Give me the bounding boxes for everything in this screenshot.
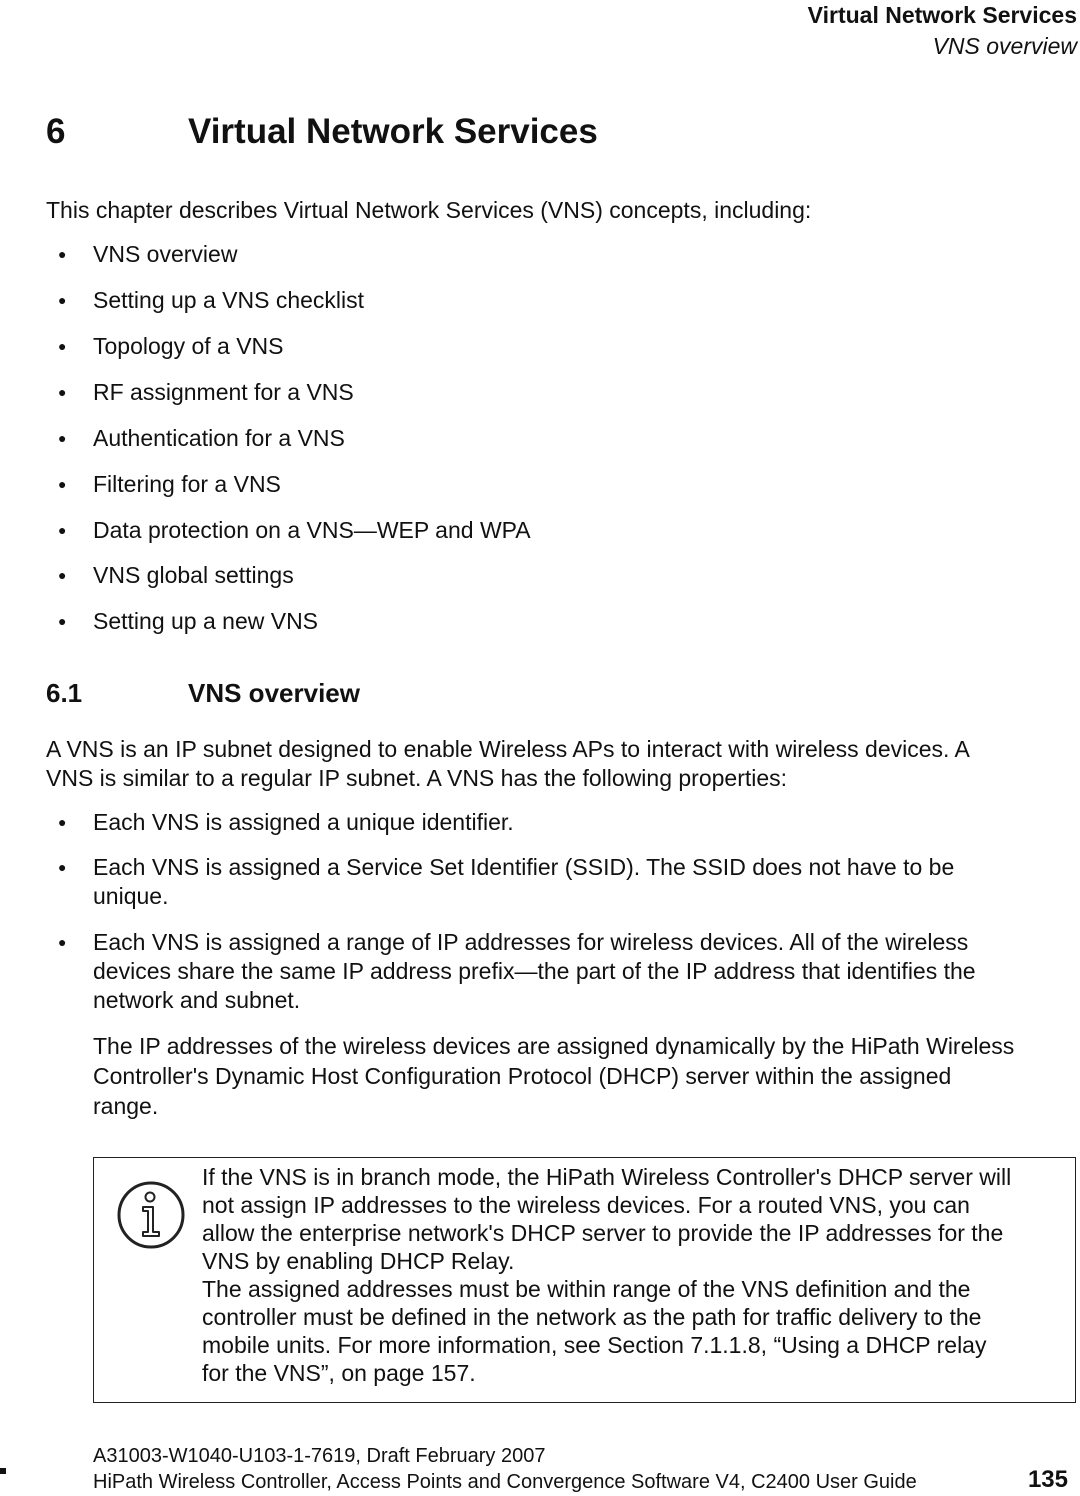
bullet-icon: ●	[58, 814, 67, 830]
bullet-icon: ●	[58, 859, 67, 875]
note-box	[93, 1157, 1076, 1403]
info-icon	[116, 1180, 186, 1250]
bullet-icon: ●	[58, 567, 67, 583]
bullet-icon: ●	[58, 476, 67, 492]
bullet-icon: ●	[58, 292, 67, 308]
page-number: 135	[1027, 1466, 1068, 1493]
bullet-icon: ●	[58, 338, 67, 354]
bullet-icon: ●	[58, 934, 67, 950]
bullet-icon: ●	[58, 613, 67, 629]
bullet-icon: ●	[58, 246, 67, 262]
bullet-icon: ●	[58, 430, 67, 446]
note-text-line: If the VNS is in branch mode, the HiPath Wireless Controller's DHCP server will	[202, 1164, 1012, 1190]
footer-marker	[0, 1468, 6, 1474]
section-title: VNS overview	[188, 678, 360, 708]
section-intro-line: VNS is similar to a regular IP subnet. A VNS has the following properties:	[46, 765, 788, 791]
running-header-subtitle: VNS overview	[932, 33, 1077, 59]
dhcp-paragraph-line: range.	[93, 1093, 159, 1119]
page-footer	[0, 1444, 1080, 1496]
note-text-line: controller must be defined in the network as the path for traffic delivery to the	[202, 1304, 982, 1330]
section-number: 6.1	[46, 678, 83, 708]
bullet-icon: ●	[58, 384, 67, 400]
dhcp-paragraph-line: Controller's Dynamic Host Configuration Protocol (DHCP) server within the assigned	[93, 1063, 952, 1089]
footer-doc-id: A31003-W1040-U103-1-7619, Draft February 2007	[93, 1445, 546, 1467]
section-intro-line: A VNS is an IP subnet designed to enable Wireless APs to interact with wireless devices. A	[46, 736, 970, 762]
section-heading	[46, 678, 360, 709]
bullet-icon: ●	[58, 522, 67, 538]
running-header-title: Virtual Network Services	[807, 2, 1077, 28]
note-text-line: for the VNS”, on page 157.	[202, 1360, 476, 1386]
chapter-title: Virtual Network Services	[188, 112, 598, 151]
dhcp-paragraph-line: The IP addresses of the wireless devices are assigned dynamically by the HiPath Wireless	[93, 1033, 1015, 1059]
chapter-number: 6	[46, 112, 66, 151]
chapter-heading	[46, 112, 598, 152]
footer-guide-title: HiPath Wireless Controller, Access Points and Convergence Software V4, C2400 User Guide	[93, 1471, 917, 1493]
note-text-line: allow the enterprise network's DHCP server to provide the IP addresses for the	[202, 1220, 1004, 1246]
note-text-line: The assigned addresses must be within range of the VNS definition and the	[202, 1276, 971, 1302]
note-text-line: mobile units. For more information, see Section 7.1.1.8, “Using a DHCP relay	[202, 1332, 987, 1358]
note-text-line: not assign IP addresses to the wireless devices. For a routed VNS, you can	[202, 1192, 970, 1218]
note-text-line: VNS by enabling DHCP Relay.	[202, 1248, 515, 1274]
chapter-intro: This chapter describes Virtual Network Services (VNS) concepts, including:	[46, 197, 812, 223]
running-header	[808, 0, 1077, 62]
